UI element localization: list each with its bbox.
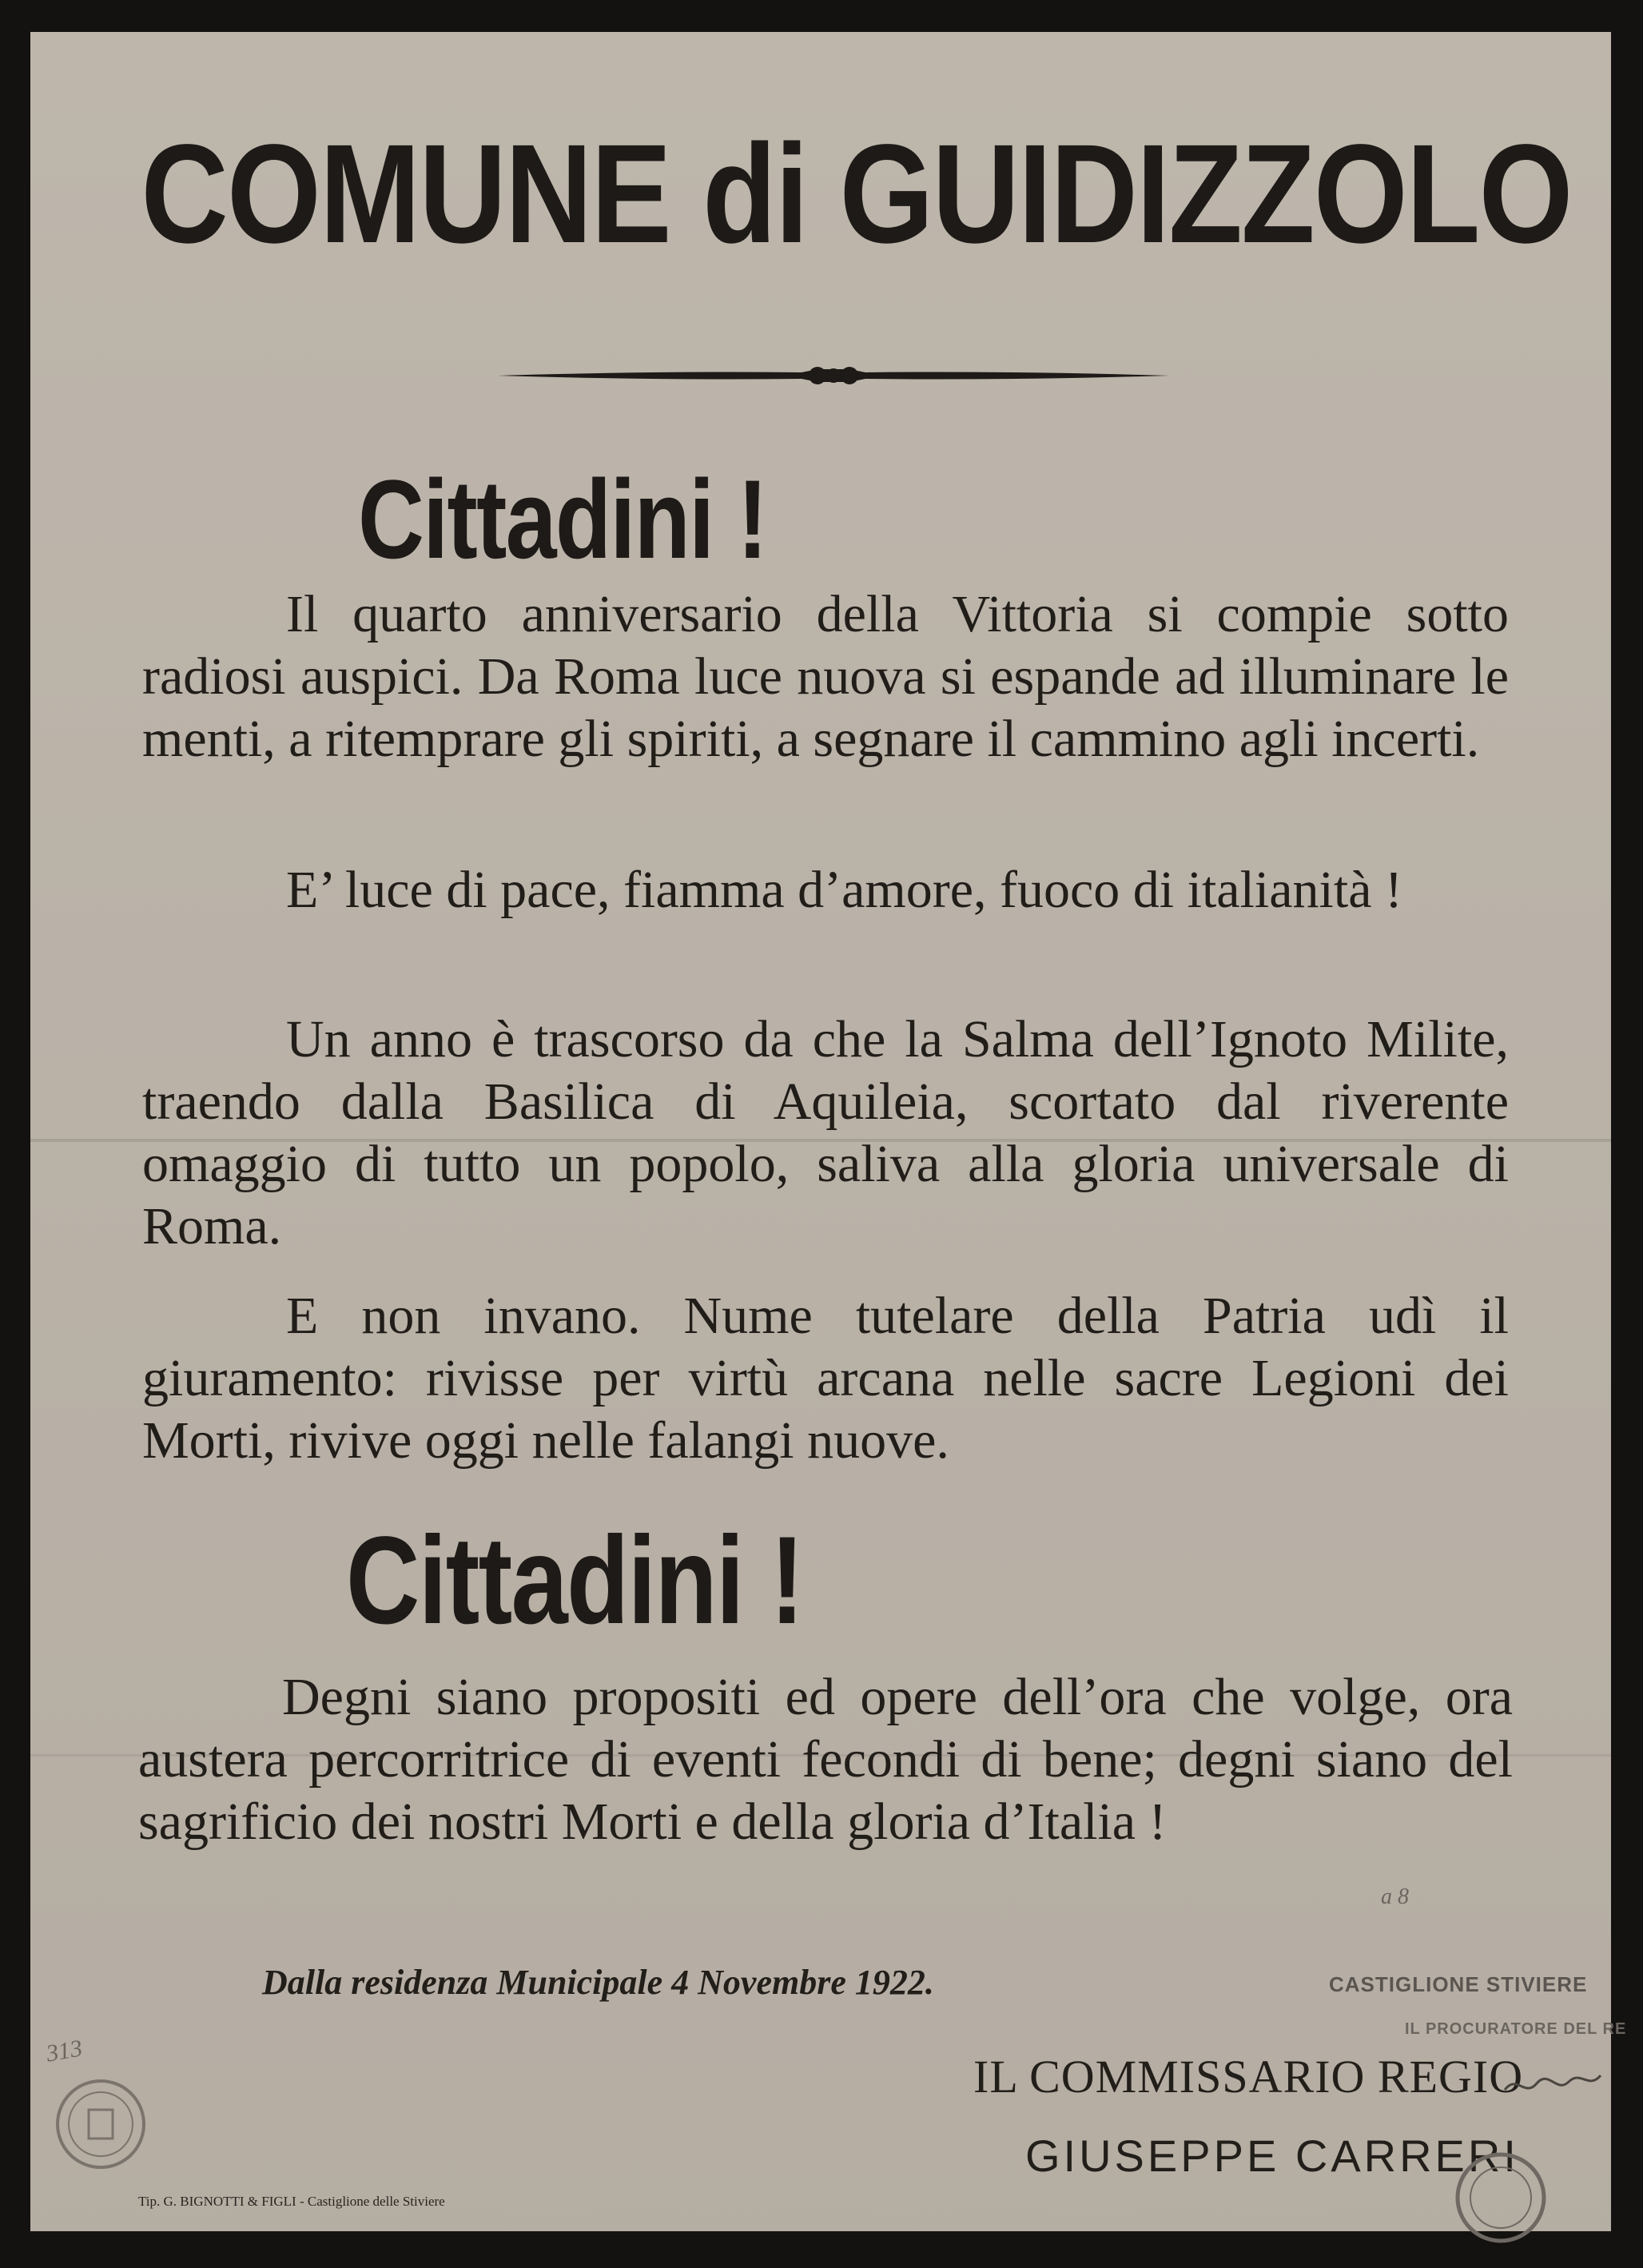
ornament-divider-icon — [498, 352, 1169, 400]
poster-sheet — [30, 32, 1627, 2231]
stamp-text: CASTIGLIONE STIVIERE — [1329, 1972, 1588, 1996]
pencil-number: 313 — [44, 2035, 85, 2067]
signatory-name: GIUSEPPE CARRERI — [1025, 2131, 1519, 2181]
closing-paragraph: Degni siano propositi ed opere dell’ora che volge, ora austera percorritrice di eventi fecondi di bene; degni siano del sagrificio dei nostri Morti e della gloria d’Italia ! — [138, 1668, 1513, 1851]
poster-title: COMUNE di GUIDIZZOLO — [141, 116, 1572, 273]
heading-cittadini-2: Cittadini ! — [346, 1511, 803, 1650]
date-line: Dalla residenza Municipale 4 Novembre 1922. — [262, 1963, 934, 2002]
heading-cittadini: Cittadini ! — [358, 456, 767, 582]
library-seal-icon — [53, 2076, 149, 2172]
signature-scribble-icon — [1501, 2066, 1605, 2106]
signatory-role: IL COMMISSARIO REGIO — [973, 2051, 1524, 2103]
paragraph: Un anno è trascorso da che la Salma dell’Ignoto Milite, traendo dalla Basilica di Aquileia, scortato dal riverente omaggio di tutto un popolo, saliva alla gloria universale di Roma. — [142, 1010, 1509, 1255]
paragraph: E’ luce di pace, fiamma d’amore, fuoco di italianità ! — [286, 861, 1402, 919]
pencil-mark: a 8 — [1381, 1884, 1409, 1909]
official-seal-icon — [1453, 2150, 1549, 2246]
printer-credit: Tip. G. BIGNOTTI & FIGLI - Castiglione delle Stiviere — [138, 2194, 445, 2209]
paragraph: Il quarto anniversario della Vittoria si compie sotto radiosi auspici. Da Roma luce nuova si espande ad illuminare le menti, a ritemprare gli spiriti, a segnare il cammino agli incerti. — [142, 585, 1509, 768]
stamp-text: IL PROCURATORE DEL RE — [1405, 2020, 1627, 2038]
paragraph: E non invano. Nume tutelare della Patria udì il giuramento: rivisse per virtù arcana nelle sacre Legioni dei Morti, rivive oggi nelle falangi nuove. — [142, 1287, 1509, 1470]
